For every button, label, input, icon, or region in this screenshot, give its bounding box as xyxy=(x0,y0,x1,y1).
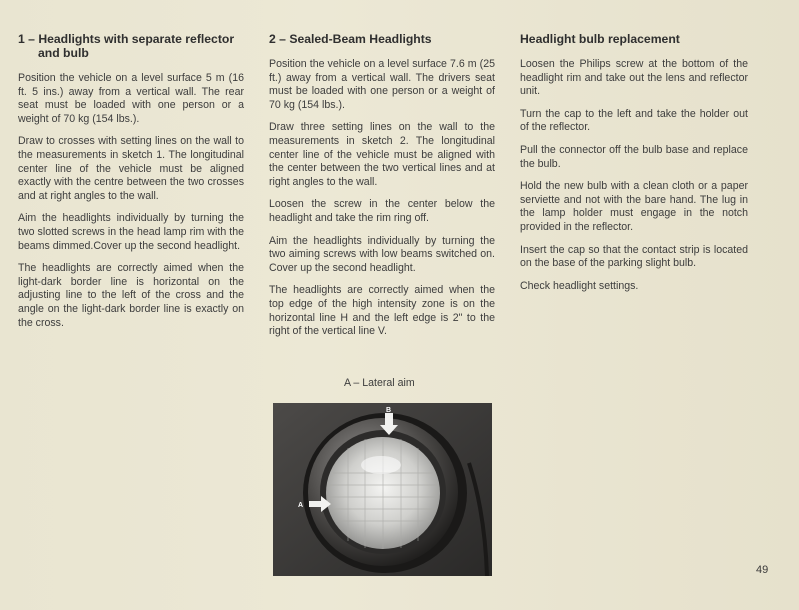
section-bulb-replacement xyxy=(520,32,748,302)
paragraph: Insert the cap so that the contact strip is located on the base of the parking slight bulb. xyxy=(520,243,748,270)
paragraph: The headlights are correctly aimed when the light-dark border line is horizontal on the adjusting line to the left of the cross and the angle on the light-dark border line is exactly on the cross. xyxy=(18,262,244,329)
paragraph: Draw to crosses with setting lines on the wall to the measurements in sketch 1. The longitudinal center line of the vehicle must be aligned exactly with the centre between the two crosses and at right angles to the wall. xyxy=(18,135,244,202)
headlight-photo xyxy=(273,403,492,576)
paragraph: Aim the headlights individually by turning the two slotted screws in the head lamp rim with the beams dimmed.Cover up the second headlight. xyxy=(18,212,244,252)
label-a: A xyxy=(298,502,304,509)
paragraph: Loosen the screw in the center below the headlight and take the rim ring off. xyxy=(269,198,495,224)
paragraph: Turn the cap to the left and take the holder out of the reflector. xyxy=(520,107,748,134)
heading-line-2: and bulb xyxy=(38,46,89,60)
label-b: B xyxy=(386,407,392,414)
paragraph: Draw three setting lines on the wall to the measurements in sketch 2. The longitudinal center line of the vehicle must be aligned with the center between the two vertical lines and at right angles to the wall. xyxy=(269,121,495,188)
paragraph: Position the vehicle on a level surface 5 m (16 ft. 5 ins.) away from a vertical wall. The rear seat must be loaded with one person or a weight of 70 kg (154 lbs.). xyxy=(18,72,244,125)
section-heading xyxy=(18,32,244,60)
section-sealed-beam xyxy=(269,32,495,348)
section-heading: 2 – Sealed-Beam Headlights xyxy=(269,32,432,46)
paragraph: Loosen the Philips screw at the bottom of the headlight rim and take out the lens and reflector unit. xyxy=(520,58,748,98)
paragraph: Check headlight settings. xyxy=(520,279,639,292)
heading-line-1: 1 – Headlights with separate reflector xyxy=(18,32,235,46)
paragraph: Aim the headlights individually by turning the two aiming screws with low beams switched on. Cover up the second headlight. xyxy=(269,234,495,274)
section-heading: Headlight bulb replacement xyxy=(520,32,680,46)
headlight-image xyxy=(273,403,492,576)
section-reflector-bulb xyxy=(18,32,244,339)
paragraph: Hold the new bulb with a clean cloth or a paper serviette and not with the bare hand. The lug in the lamp holder must engage in the notch provided in the reflector. xyxy=(520,180,748,233)
figure-caption: A – Lateral aim xyxy=(344,377,415,389)
paragraph: Position the vehicle on a level surface 7.6 m (25 ft.) away from a vertical wall. The drivers seat must be loaded with one person or a weight of 70 kg (154 lbs.). xyxy=(269,58,495,111)
paragraph: Pull the connector off the bulb base and replace the bulb. xyxy=(520,143,748,170)
page-number: 49 xyxy=(756,564,769,576)
paragraph: The headlights are correctly aimed when the top edge of the high intensity zone is on the horizontal line H and the left edge is 2" to the right of the vertical line V. xyxy=(269,284,495,338)
